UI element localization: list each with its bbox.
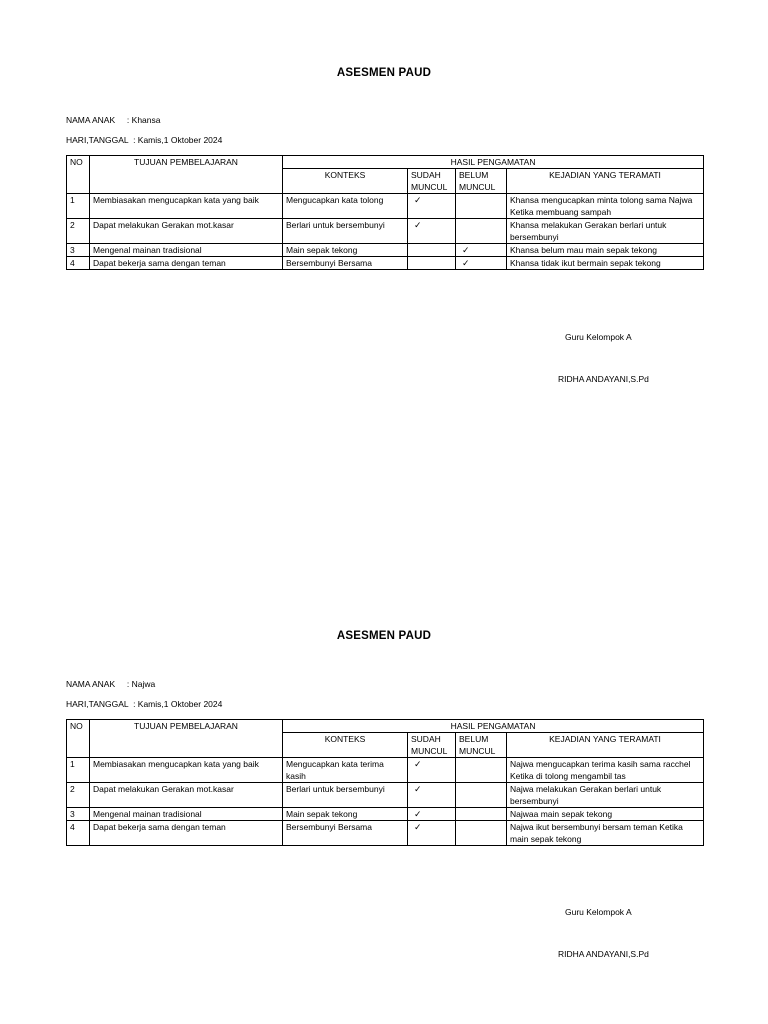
date-line: HARI,TANGGAL : Kamis,1 Oktober 2024 [66,699,223,709]
row-konteks: Mengucapkan kata tolong [283,194,408,219]
table-header-row [67,720,704,733]
row-konteks: Mengucapkan kata terima kasih [283,758,408,783]
header-hasil: HASIL PENGAMATAN [283,720,704,733]
table-row [67,219,704,244]
row-tujuan: Membiasakan mengucapkan kata yang baik [90,194,283,219]
child-name-line: NAMA ANAK : Najwa [66,679,156,689]
row-kejadian: Khansa belum mau main sepak tekong [507,244,704,257]
row-sudah-check-icon [408,244,456,257]
header-tujuan: TUJUAN PEMBELAJARAN [90,156,283,194]
header-no: NO [67,156,90,194]
section-title: ASESMEN PAUD [336,630,432,642]
header-belum: BELUM MUNCUL [456,169,507,194]
row-sudah-check-icon: ✓ [408,783,456,808]
header-kejadian: KEJADIAN YANG TERAMATI [507,169,704,194]
row-no: 2 [67,219,90,244]
header-tujuan: TUJUAN PEMBELAJARAN [90,720,283,758]
row-belum-check-icon [456,783,507,808]
row-kejadian: Khansa tidak ikut bermain sepak tekong [507,257,704,270]
teacher-name: RIDHA ANDAYANI,S.Pd [558,949,649,959]
header-hasil: HASIL PENGAMATAN [283,156,704,169]
row-konteks: Main sepak tekong [283,244,408,257]
assessment-table [66,719,704,846]
section-title: ASESMEN PAUD [336,67,432,79]
row-belum-check-icon [456,219,507,244]
row-tujuan: Dapat melakukan Gerakan mot.kasar [90,219,283,244]
row-no: 4 [67,821,90,846]
row-konteks: Berlari untuk bersembunyi [283,219,408,244]
row-kejadian: Najwa mengucapkan terima kasih sama racchel Ketika di tolong mengambil tas [507,758,704,783]
header-kejadian: KEJADIAN YANG TERAMATI [507,733,704,758]
row-tujuan: Mengenal mainan tradisional [90,244,283,257]
header-sudah: SUDAH MUNCUL [408,169,456,194]
row-tujuan: Dapat bekerja sama dengan teman [90,821,283,846]
teacher-group-label: Guru Kelompok A [565,907,632,917]
teacher-name: RIDHA ANDAYANI,S.Pd [558,374,649,384]
row-konteks: Bersembunyi Bersama [283,257,408,270]
row-no: 1 [67,758,90,783]
row-sudah-check-icon: ✓ [408,219,456,244]
row-kejadian: Khansa mengucapkan minta tolong sama Najwa Ketika membuang sampah [507,194,704,219]
table-row [67,194,704,219]
table-row [67,821,704,846]
header-sudah: SUDAH MUNCUL [408,733,456,758]
row-sudah-check-icon: ✓ [408,808,456,821]
row-tujuan: Dapat bekerja sama dengan teman [90,257,283,270]
row-sudah-check-icon: ✓ [408,821,456,846]
header-konteks: KONTEKS [283,169,408,194]
header-konteks: KONTEKS [283,733,408,758]
teacher-group-label: Guru Kelompok A [565,332,632,342]
table-row [67,783,704,808]
row-belum-check-icon [456,194,507,219]
row-kejadian: Najwa melakukan Gerakan berlari untuk bersembunyi [507,783,704,808]
row-tujuan: Dapat melakukan Gerakan mot.kasar [90,783,283,808]
table-row [67,758,704,783]
row-belum-check-icon [456,758,507,783]
row-no: 2 [67,783,90,808]
row-no: 3 [67,244,90,257]
row-kejadian: Najwaa main sepak tekong [507,808,704,821]
table-row [67,808,704,821]
row-belum-check-icon [456,808,507,821]
header-no: NO [67,720,90,758]
row-kejadian: Najwa ikut bersembunyi bersam teman Ketika main sepak tekong [507,821,704,846]
row-tujuan: Membiasakan mengucapkan kata yang baik [90,758,283,783]
row-belum-check-icon [456,821,507,846]
child-name-line: NAMA ANAK : Khansa [66,115,161,125]
header-belum: BELUM MUNCUL [456,733,507,758]
row-no: 1 [67,194,90,219]
row-belum-check-icon: ✓ [456,244,507,257]
table-row [67,244,704,257]
row-konteks: Main sepak tekong [283,808,408,821]
row-no: 4 [67,257,90,270]
row-kejadian: Khansa melakukan Gerakan berlari untuk bersembunyi [507,219,704,244]
assessment-table [66,155,704,270]
table-row [67,257,704,270]
row-no: 3 [67,808,90,821]
row-tujuan: Mengenal mainan tradisional [90,808,283,821]
row-konteks: Berlari untuk bersembunyi [283,783,408,808]
date-line: HARI,TANGGAL : Kamis,1 Oktober 2024 [66,135,223,145]
table-header-row [67,156,704,169]
row-sudah-check-icon [408,257,456,270]
row-sudah-check-icon: ✓ [408,758,456,783]
row-belum-check-icon: ✓ [456,257,507,270]
row-sudah-check-icon: ✓ [408,194,456,219]
row-konteks: Bersembunyi Bersama [283,821,408,846]
